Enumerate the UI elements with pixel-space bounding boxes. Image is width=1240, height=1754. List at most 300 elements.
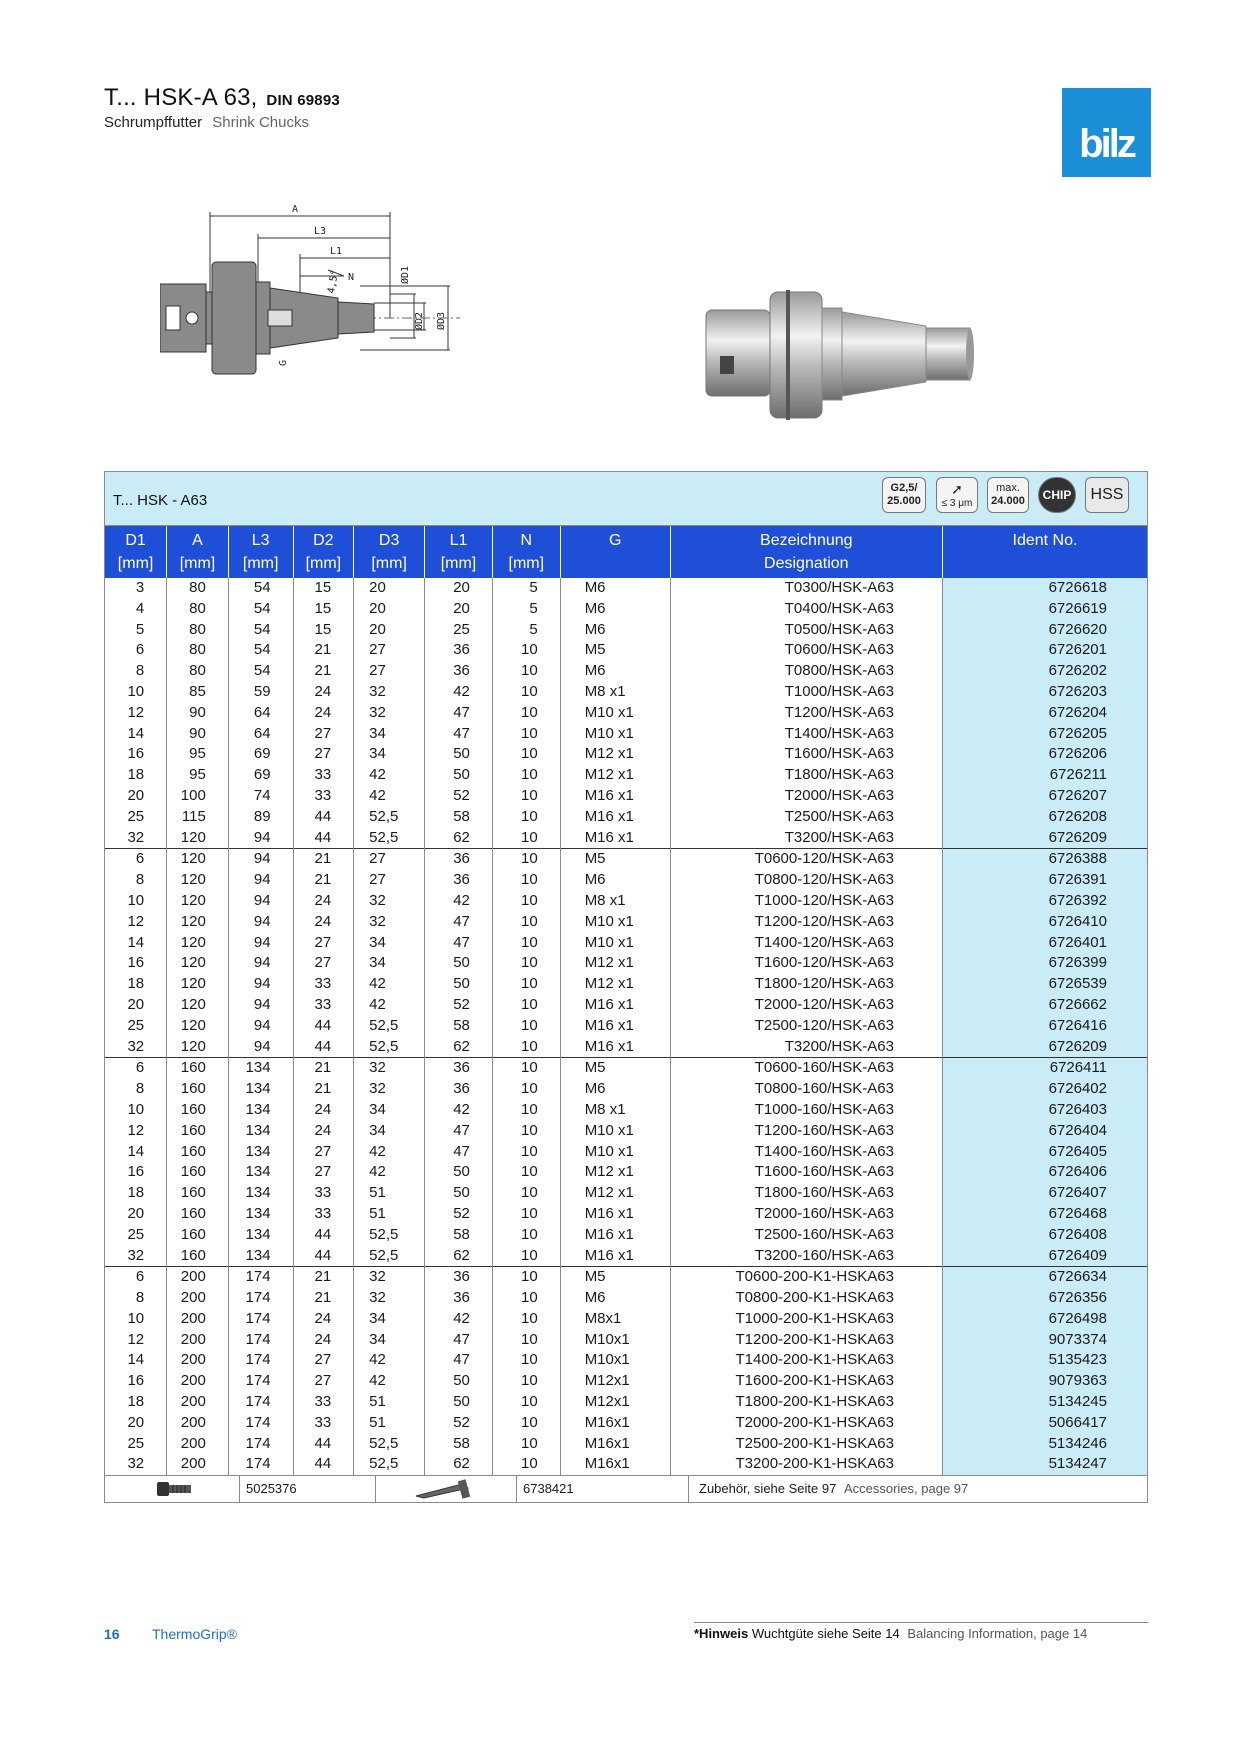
table-cell: 47: [425, 1121, 493, 1142]
table-cell: 34: [354, 724, 425, 745]
table-cell: 58: [425, 1225, 493, 1246]
table-cell: 32: [354, 1267, 425, 1288]
table-cell: 12: [127, 912, 145, 930]
brand-name: ThermoGrip®: [152, 1626, 237, 1642]
table-cell: 174: [228, 1267, 293, 1288]
table-cell: 120: [167, 933, 229, 954]
table-cell: 15: [293, 620, 354, 641]
table-cell: 10: [492, 1142, 560, 1163]
dim-d2-label: ØD2: [414, 311, 425, 330]
table-row: [105, 1371, 1147, 1392]
table-cell: M16 x1: [560, 786, 670, 807]
table-cell: 6726209: [942, 828, 1147, 849]
table-cell: 6726209: [942, 1037, 1147, 1058]
table-cell: 94: [228, 974, 293, 995]
table-cell: 10: [492, 765, 560, 786]
table-cell: 62: [425, 828, 493, 849]
table-cell: 47: [425, 1350, 493, 1371]
table-cell: 8: [135, 871, 145, 889]
table-cell: T1400-200-K1-HSKA63: [670, 1350, 942, 1371]
table-cell: M16 x1: [560, 1016, 670, 1037]
table-cell: 52,5: [354, 828, 425, 849]
table-row: [105, 1434, 1147, 1455]
table-cell: T0600-120/HSK-A63: [670, 849, 942, 870]
table-cell: 16: [127, 954, 145, 972]
table-cell: 14: [127, 724, 145, 742]
column-header: [492, 526, 560, 578]
table-cell: 59: [228, 682, 293, 703]
column-header-unit: [mm]: [371, 555, 407, 572]
table-cell: 10: [492, 1204, 560, 1225]
table-cell: 6726205: [942, 724, 1147, 745]
table-cell: 21: [293, 640, 354, 661]
table-cell: M16 x1: [560, 1246, 670, 1267]
table-cell: 174: [228, 1392, 293, 1413]
table-cell: 25: [127, 1434, 145, 1452]
column-header: [425, 526, 493, 578]
table-cell: 6726620: [942, 620, 1147, 641]
table-cell: 6726468: [942, 1204, 1147, 1225]
table-cell: 20: [354, 578, 425, 599]
table-cell: 25: [127, 1016, 145, 1034]
table-cell: 20: [354, 620, 425, 641]
table-cell: 21: [293, 1267, 354, 1288]
table-cell: 24: [293, 703, 354, 724]
table-cell: 200: [167, 1309, 229, 1330]
note-de: Wuchtgüte siehe Seite 14: [751, 1626, 900, 1641]
table-cell: 52: [425, 995, 493, 1016]
table-cell: 6726410: [942, 912, 1147, 933]
table-cell: 20: [127, 786, 145, 804]
dimension-table: [105, 526, 1147, 1475]
table-cell: 52,5: [354, 1246, 425, 1267]
table-cell: 134: [228, 1058, 293, 1079]
table-cell: 10: [492, 1183, 560, 1204]
table-cell: T1200-160/HSK-A63: [670, 1121, 942, 1142]
table-cell: 89: [228, 807, 293, 828]
table-row: [105, 1183, 1147, 1204]
table-cell: 10: [127, 1309, 145, 1327]
table-cell: T2000/HSK-A63: [670, 786, 942, 807]
column-header-label: L1: [449, 532, 468, 549]
table-cell: T1800-160/HSK-A63: [670, 1183, 942, 1204]
dim-l1-label: L1: [330, 246, 343, 257]
table-cell: 160: [167, 1100, 229, 1121]
table-cell: 14: [127, 1142, 145, 1160]
table-cell: 47: [425, 1330, 493, 1351]
table-row: [105, 807, 1147, 828]
table-row: [105, 724, 1147, 745]
table-cell: M8 x1: [560, 891, 670, 912]
table-row: [105, 620, 1147, 641]
table-cell: M6: [560, 578, 670, 599]
table-cell: 80: [167, 599, 229, 620]
table-cell: 8: [135, 1080, 145, 1098]
table-cell: 160: [167, 1183, 229, 1204]
table-row: [105, 995, 1147, 1016]
table-cell: 10: [492, 682, 560, 703]
table-cell: 33: [293, 1183, 354, 1204]
column-header-label: D3: [378, 532, 400, 549]
table-row: [105, 1016, 1147, 1037]
table-cell: 10: [492, 1121, 560, 1142]
table-cell: M6: [560, 599, 670, 620]
table-cell: 6726406: [942, 1162, 1147, 1183]
bilz-logo: [1062, 88, 1151, 177]
product-table: [104, 471, 1148, 1503]
table-cell: 52,5: [354, 1016, 425, 1037]
table-cell: 24: [293, 1100, 354, 1121]
table-cell: 120: [167, 1037, 229, 1058]
page-title-text: T... HSK-A 63,: [104, 84, 258, 111]
table-cell: 94: [228, 1037, 293, 1058]
table-cell: 200: [167, 1350, 229, 1371]
table-cell: 27: [293, 1142, 354, 1163]
table-cell: T1200/HSK-A63: [670, 703, 942, 724]
table-cell: 47: [425, 1142, 493, 1163]
table-cell: 200: [167, 1434, 229, 1455]
table-row: [105, 828, 1147, 849]
table-cell: 24: [293, 1330, 354, 1351]
table-cell: 15: [293, 599, 354, 620]
table-cell: 42: [354, 1142, 425, 1163]
table-cell: 80: [167, 578, 229, 599]
hex-key-icon: [376, 1476, 517, 1502]
table-cell: M6: [560, 620, 670, 641]
table-cell: M16x1: [560, 1454, 670, 1475]
table-cell: 6726405: [942, 1142, 1147, 1163]
table-cell: M10 x1: [560, 703, 670, 724]
table-cell: 10: [492, 891, 560, 912]
table-cell: T0800/HSK-A63: [670, 661, 942, 682]
table-cell: M5: [560, 1058, 670, 1079]
table-row: [105, 1121, 1147, 1142]
table-cell: 10: [492, 870, 560, 891]
table-cell: 33: [293, 1392, 354, 1413]
table-cell: M16 x1: [560, 1225, 670, 1246]
table-cell: 120: [167, 912, 229, 933]
dim-angle-label: 4,5°: [326, 268, 342, 295]
table-row: [105, 953, 1147, 974]
table-cell: 20: [425, 599, 493, 620]
table-cell: 20: [425, 578, 493, 599]
table-cell: 6726634: [942, 1267, 1147, 1288]
table-cell: 24: [293, 912, 354, 933]
table-cell: M6: [560, 1079, 670, 1100]
table-cell: 10: [492, 1016, 560, 1037]
table-cell: 6726409: [942, 1246, 1147, 1267]
table-row: [105, 1225, 1147, 1246]
table-cell: T1600-200-K1-HSKA63: [670, 1371, 942, 1392]
table-row: [105, 912, 1147, 933]
table-cell: 10: [492, 1392, 560, 1413]
table-cell: 33: [293, 1204, 354, 1225]
table-cell: 6726401: [942, 933, 1147, 954]
table-cell: 94: [228, 995, 293, 1016]
table-row: [105, 1267, 1147, 1288]
column-header-unit: [mm]: [179, 555, 216, 572]
table-cell: 44: [293, 1225, 354, 1246]
table-cell: T1800-120/HSK-A63: [670, 974, 942, 995]
table-row: [105, 933, 1147, 954]
table-cell: 58: [425, 1016, 493, 1037]
table-cell: 6: [135, 641, 145, 659]
table-cell: 36: [425, 1267, 493, 1288]
table-cell: 5066417: [942, 1413, 1147, 1434]
table-cell: 44: [293, 807, 354, 828]
table-cell: 6726211: [942, 765, 1147, 786]
table-cell: M10x1: [560, 1350, 670, 1371]
table-row: [105, 682, 1147, 703]
table-cell: 10: [492, 995, 560, 1016]
table-title: T... HSK - A63: [113, 492, 208, 509]
product-photo: [700, 286, 990, 436]
table-cell: 32: [127, 1455, 145, 1473]
table-cell: 20: [127, 995, 145, 1013]
column-header-unit: [mm]: [242, 555, 279, 572]
column-header: [228, 526, 293, 578]
table-cell: T1000/HSK-A63: [670, 682, 942, 703]
table-cell: 6726204: [942, 703, 1147, 724]
table-cell: 50: [425, 1162, 493, 1183]
table-cell: 24: [293, 682, 354, 703]
table-cell: 62: [425, 1246, 493, 1267]
page-subtitle: [104, 114, 309, 131]
column-header-unit: [mm]: [508, 555, 545, 572]
column-header-unit: [mm]: [117, 555, 154, 572]
column-header-label: D2: [313, 532, 334, 549]
table-cell: 90: [167, 703, 229, 724]
table-cell: 36: [425, 640, 493, 661]
table-cell: M12 x1: [560, 744, 670, 765]
table-cell: 6726399: [942, 953, 1147, 974]
table-cell: 52: [425, 1413, 493, 1434]
table-cell: 54: [228, 620, 293, 641]
table-cell: 50: [425, 953, 493, 974]
table-cell: 25: [425, 620, 493, 641]
table-cell: M5: [560, 1267, 670, 1288]
dim-n-label: N: [348, 272, 355, 283]
table-cell: 160: [167, 1121, 229, 1142]
page-number: 16: [104, 1626, 120, 1642]
table-cell: 4: [135, 599, 145, 617]
table-cell: 25: [127, 807, 145, 825]
table-cell: 42: [425, 891, 493, 912]
column-header: [354, 526, 425, 578]
table-cell: 10: [492, 1225, 560, 1246]
table-cell: 24: [293, 891, 354, 912]
table-cell: 21: [293, 1288, 354, 1309]
table-cell: 62: [425, 1454, 493, 1475]
note-en: Balancing Information, page 14: [907, 1626, 1088, 1641]
table-cell: 120: [167, 1016, 229, 1037]
table-cell: 120: [167, 995, 229, 1016]
table-cell: 18: [127, 975, 145, 993]
table-cell: 6726662: [942, 995, 1147, 1016]
table-cell: 94: [228, 1016, 293, 1037]
table-cell: 94: [228, 953, 293, 974]
table-cell: T2000-160/HSK-A63: [670, 1204, 942, 1225]
table-cell: 160: [167, 1225, 229, 1246]
column-header-unit: [561, 552, 670, 575]
table-cell: 120: [167, 849, 229, 870]
table-cell: 32: [354, 891, 425, 912]
table-cell: 10: [492, 1413, 560, 1434]
table-cell: 120: [167, 870, 229, 891]
table-cell: 12: [127, 703, 145, 721]
table-cell: M12 x1: [560, 765, 670, 786]
table-cell: 21: [293, 1058, 354, 1079]
table-cell: T1600-160/HSK-A63: [670, 1162, 942, 1183]
table-cell: 200: [167, 1454, 229, 1475]
table-cell: 10: [492, 1434, 560, 1455]
table-row: [105, 661, 1147, 682]
din-norm: DIN 69893: [266, 92, 340, 109]
table-cell: 54: [228, 578, 293, 599]
table-cell: 9073374: [942, 1330, 1147, 1351]
table-cell: 8: [135, 662, 145, 680]
table-row: [105, 1246, 1147, 1267]
table-cell: M12 x1: [560, 1183, 670, 1204]
table-cell: 5: [492, 620, 560, 641]
table-cell: 160: [167, 1142, 229, 1163]
table-cell: 120: [167, 953, 229, 974]
table-cell: 134: [228, 1162, 293, 1183]
table-cell: T1000-120/HSK-A63: [670, 891, 942, 912]
table-cell: 42: [354, 995, 425, 1016]
table-cell: 10: [492, 1162, 560, 1183]
table-cell: 160: [167, 1079, 229, 1100]
table-body: [105, 578, 1147, 1475]
technical-drawing: [160, 198, 540, 438]
table-cell: 200: [167, 1392, 229, 1413]
table-cell: 50: [425, 744, 493, 765]
table-cell: 94: [228, 849, 293, 870]
table-cell: 18: [127, 1393, 145, 1411]
table-row: [105, 1100, 1147, 1121]
table-cell: 95: [167, 744, 229, 765]
table-cell: 80: [167, 640, 229, 661]
page-title: [104, 84, 340, 112]
table-cell: 50: [425, 765, 493, 786]
table-cell: 6726208: [942, 807, 1147, 828]
table-cell: 21: [293, 870, 354, 891]
table-cell: T3200-200-K1-HSKA63: [670, 1454, 942, 1475]
table-cell: 174: [228, 1288, 293, 1309]
table-row: [105, 1058, 1147, 1079]
max-speed-badge: [987, 477, 1029, 513]
table-cell: M6: [560, 1288, 670, 1309]
table-cell: 36: [425, 849, 493, 870]
table-cell: 32: [127, 1246, 145, 1264]
column-header: [560, 526, 670, 578]
table-row: [105, 1204, 1147, 1225]
table-cell: 50: [425, 974, 493, 995]
screw-icon: [105, 1476, 239, 1502]
table-row: [105, 1037, 1147, 1058]
table-cell: 10: [492, 744, 560, 765]
table-cell: 200: [167, 1330, 229, 1351]
table-cell: 21: [293, 661, 354, 682]
table-cell: 10: [492, 1079, 560, 1100]
table-cell: 27: [293, 724, 354, 745]
table-cell: T0800-120/HSK-A63: [670, 870, 942, 891]
table-cell: 174: [228, 1350, 293, 1371]
table-cell: 27: [293, 1162, 354, 1183]
accessories-note: [688, 1476, 1148, 1502]
dim-a-label: A: [292, 204, 299, 215]
table-row: [105, 870, 1147, 891]
table-cell: M10 x1: [560, 1142, 670, 1163]
table-cell: 32: [354, 1058, 425, 1079]
table-cell: 10: [492, 1246, 560, 1267]
table-cell: 32: [127, 1037, 145, 1055]
table-cell: 42: [425, 1309, 493, 1330]
table-cell: 47: [425, 724, 493, 745]
table-cell: M8x1: [560, 1309, 670, 1330]
table-cell: 134: [228, 1121, 293, 1142]
table-cell: T0400/HSK-A63: [670, 599, 942, 620]
column-header-label: N: [520, 532, 533, 549]
table-cell: 10: [492, 849, 560, 870]
table-cell: 25: [127, 1225, 145, 1243]
table-cell: 10: [492, 1100, 560, 1121]
column-header: [293, 526, 354, 578]
dim-g-label: G: [278, 359, 289, 366]
balance-top: G2,5/: [890, 482, 918, 494]
table-cell: 90: [167, 724, 229, 745]
table-cell: T0800-160/HSK-A63: [670, 1079, 942, 1100]
table-cell: 47: [425, 703, 493, 724]
column-header-unit: [mm]: [440, 555, 477, 572]
table-cell: 27: [354, 640, 425, 661]
table-cell: 6726498: [942, 1309, 1147, 1330]
accessory-row: [105, 1475, 1147, 1502]
column-header: [942, 526, 1147, 578]
table-cell: 20: [127, 1413, 145, 1431]
table-cell: 51: [354, 1183, 425, 1204]
table-cell: M16x1: [560, 1413, 670, 1434]
table-cell: 34: [354, 1330, 425, 1351]
table-row: [105, 578, 1147, 599]
table-cell: T1000-160/HSK-A63: [670, 1100, 942, 1121]
logo-text: bilz: [1079, 122, 1134, 166]
table-row: [105, 744, 1147, 765]
table-cell: 18: [127, 1184, 145, 1202]
table-cell: 44: [293, 1037, 354, 1058]
column-header-label: D1: [125, 532, 146, 549]
table-cell: 15: [293, 578, 354, 599]
table-cell: 200: [167, 1413, 229, 1434]
table-cell: 100: [167, 786, 229, 807]
table-cell: 34: [354, 1100, 425, 1121]
table-cell: 54: [228, 661, 293, 682]
table-cell: 33: [293, 995, 354, 1016]
table-cell: 21: [293, 849, 354, 870]
runout-value: ≤ 3 μm: [941, 498, 973, 509]
table-cell: 134: [228, 1183, 293, 1204]
table-cell: M6: [560, 870, 670, 891]
table-cell: 6: [105, 1267, 167, 1288]
table-cell: 174: [228, 1309, 293, 1330]
table-cell: 94: [228, 891, 293, 912]
table-cell: T0600-160/HSK-A63: [670, 1058, 942, 1079]
table-cell: 33: [293, 765, 354, 786]
table-header: [105, 526, 1147, 578]
column-header-label: A: [192, 532, 203, 549]
table-cell: M16 x1: [560, 1204, 670, 1225]
table-cell: M16 x1: [560, 995, 670, 1016]
